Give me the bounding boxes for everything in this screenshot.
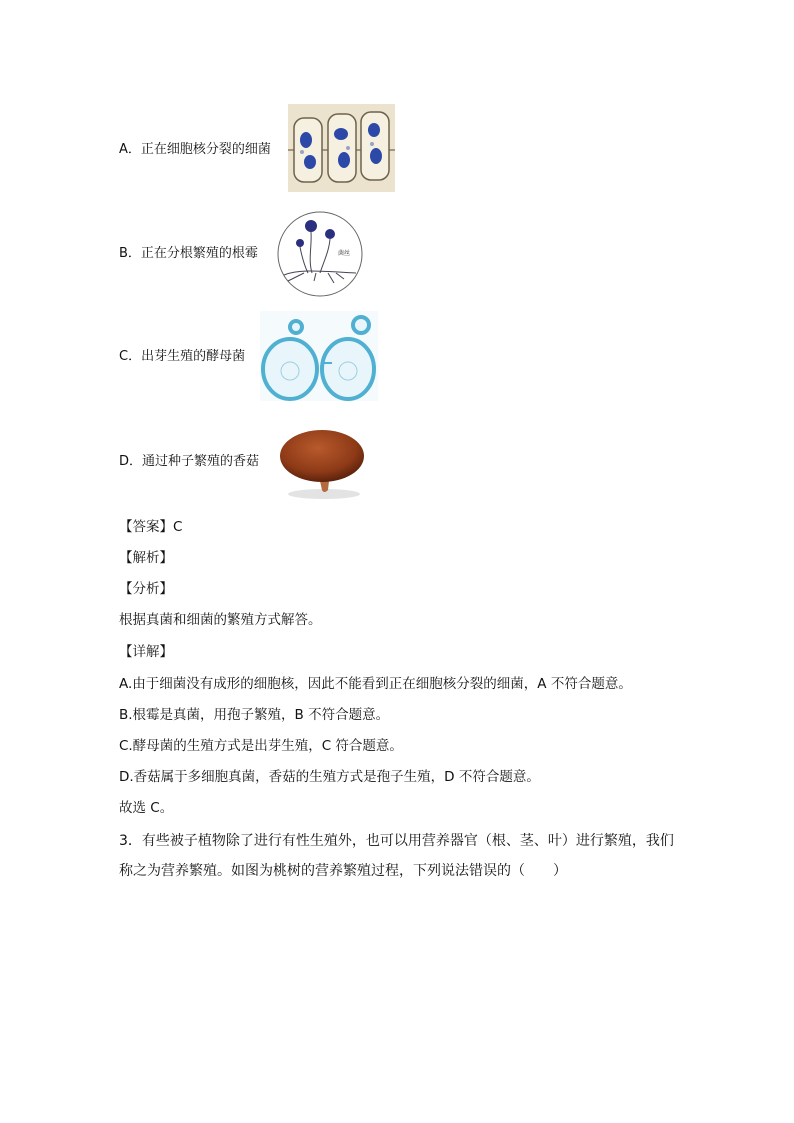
detail-d: D.香菇属于多细胞真菌，香菇的生殖方式是孢子生殖，D 不符合题意。 <box>119 769 540 785</box>
option-a-label: A．正在细胞核分裂的细菌 <box>119 142 271 157</box>
bacteria-dividing-image <box>288 104 395 192</box>
detail-a: A.由于细菌没有成形的细胞核，因此不能看到正在细胞核分裂的细菌，A 不符合题意。 <box>119 676 632 692</box>
shiitake-mushroom-image <box>276 416 364 502</box>
detail-c: C.酵母菌的生殖方式是出芽生殖，C 符合题意。 <box>119 738 403 754</box>
answer: 【答案】C <box>119 519 183 535</box>
fenxi-heading: 【分析】 <box>119 581 173 597</box>
conclusion: 故选 C。 <box>119 800 174 816</box>
rhizopus-image <box>274 209 367 298</box>
question-3-line-1: 3．有些被子植物除了进行有性生殖外，也可以用营养器官（根、茎、叶）进行繁殖，我们 <box>119 833 674 849</box>
option-c-label: C．出芽生殖的酵母菌 <box>119 349 246 364</box>
detail-b: B.根霉是真菌，用孢子繁殖，B 不符合题意。 <box>119 707 390 723</box>
yeast-budding-image <box>260 311 378 401</box>
option-b-label: B．正在分根繁殖的根霉 <box>119 246 258 261</box>
fenxi-text: 根据真菌和细菌的繁殖方式解答。 <box>119 612 322 628</box>
detail-heading: 【详解】 <box>119 644 173 660</box>
mycelium-text: 菌丝 <box>338 250 351 257</box>
question-3-line-2: 称之为营养繁殖。如图为桃树的营养繁殖过程，下列说法错误的（ ） <box>119 863 567 879</box>
analysis-heading: 【解析】 <box>119 550 173 566</box>
option-d-label: D．通过种子繁殖的香菇 <box>119 454 260 469</box>
